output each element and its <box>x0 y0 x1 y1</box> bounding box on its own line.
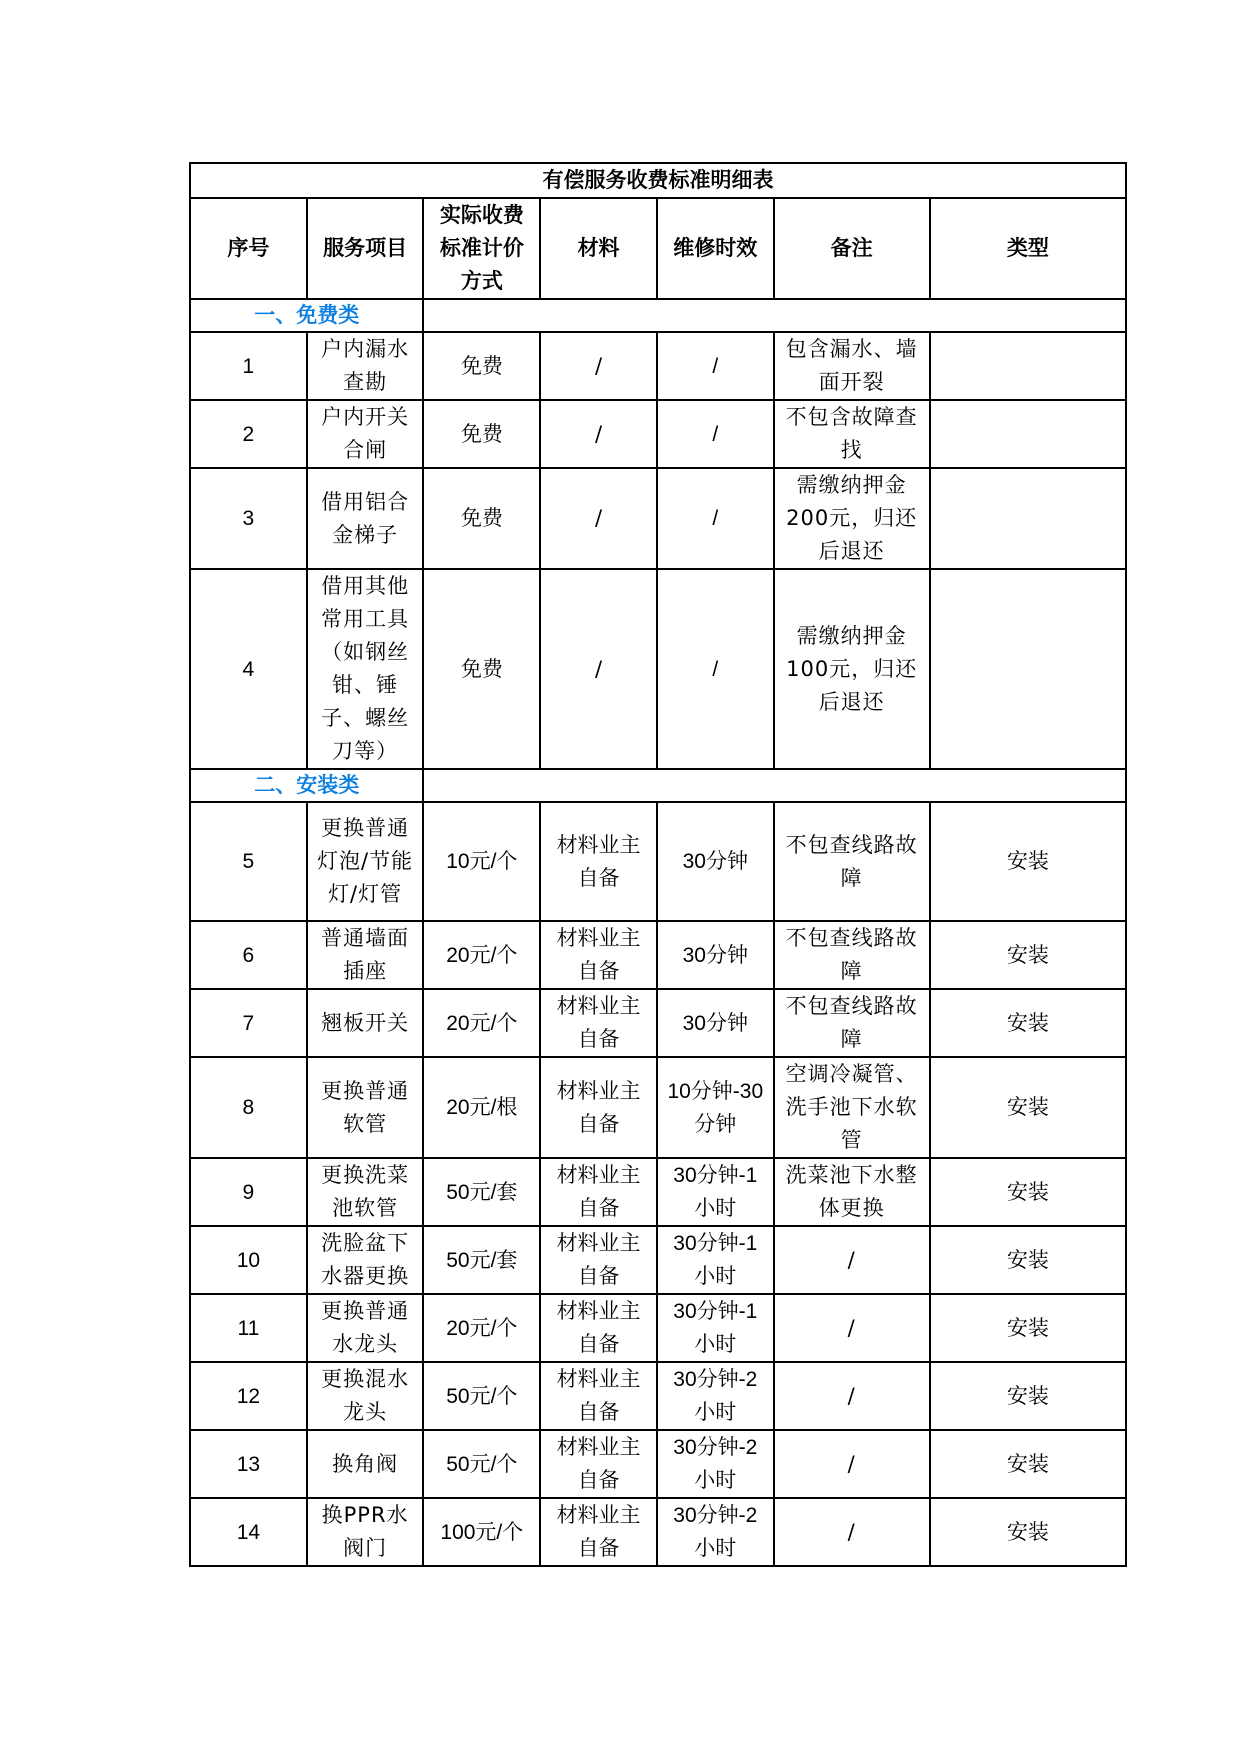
cell-no: 7 <box>190 989 307 1057</box>
table-row <box>190 921 1126 989</box>
cell-no: 14 <box>190 1498 307 1566</box>
cell-price: 20元/个 <box>423 1294 540 1362</box>
table-row <box>190 468 1126 569</box>
table-row <box>190 1226 1126 1294</box>
table-row <box>190 400 1126 468</box>
cell-material: 材料业主自备 <box>540 1362 657 1430</box>
section-row <box>190 299 1126 332</box>
cell-time: 30分钟-2小时 <box>657 1362 774 1430</box>
cell-time: 30分钟 <box>657 989 774 1057</box>
cell-material: / <box>540 569 657 769</box>
cell-type <box>930 569 1126 769</box>
cell-no: 9 <box>190 1158 307 1226</box>
cell-type: 安装 <box>930 802 1126 921</box>
cell-no: 3 <box>190 468 307 569</box>
cell-time: / <box>657 400 774 468</box>
table-row <box>190 1158 1126 1226</box>
section-label: 一、免费类 <box>190 299 423 332</box>
section-blank-cell <box>423 299 1126 332</box>
cell-price: 50元/套 <box>423 1158 540 1226</box>
cell-material: 材料业主自备 <box>540 1057 657 1158</box>
cell-item: 更换普通软管 <box>307 1057 424 1158</box>
cell-no: 6 <box>190 921 307 989</box>
cell-item: 更换普通灯泡/节能灯/灯管 <box>307 802 424 921</box>
table-title: 有偿服务收费标准明细表 <box>190 163 1126 198</box>
cell-type: 安装 <box>930 989 1126 1057</box>
cell-note: 需缴纳押金100元，归还后退还 <box>774 569 930 769</box>
cell-price: 20元/根 <box>423 1057 540 1158</box>
cell-material: 材料业主自备 <box>540 921 657 989</box>
cell-time: 30分钟-2小时 <box>657 1430 774 1498</box>
section-row <box>190 769 1126 802</box>
header-no: 序号 <box>190 198 307 299</box>
cell-material: 材料业主自备 <box>540 802 657 921</box>
cell-note: 不包查线路故障 <box>774 802 930 921</box>
cell-price: 50元/套 <box>423 1226 540 1294</box>
cell-no: 5 <box>190 802 307 921</box>
cell-item: 普通墙面插座 <box>307 921 424 989</box>
cell-material: / <box>540 332 657 400</box>
cell-item: 户内开关合闸 <box>307 400 424 468</box>
cell-note: / <box>774 1226 930 1294</box>
table-row <box>190 1498 1126 1566</box>
section-blank-cell <box>423 769 1126 802</box>
cell-time: 30分钟 <box>657 802 774 921</box>
cell-item: 户内漏水查勘 <box>307 332 424 400</box>
cell-note: 洗菜池下水整体更换 <box>774 1158 930 1226</box>
cell-type <box>930 400 1126 468</box>
cell-item: 借用其他常用工具（如钢丝钳、锤子、螺丝刀等） <box>307 569 424 769</box>
cell-no: 8 <box>190 1057 307 1158</box>
cell-material: 材料业主自备 <box>540 1430 657 1498</box>
cell-material: / <box>540 468 657 569</box>
table-row <box>190 332 1126 400</box>
cell-note: 不包查线路故障 <box>774 921 930 989</box>
cell-time: 30分钟 <box>657 921 774 989</box>
cell-note: 不包查线路故障 <box>774 989 930 1057</box>
cell-price: 50元/个 <box>423 1362 540 1430</box>
cell-no: 12 <box>190 1362 307 1430</box>
cell-item: 换PPR水阀门 <box>307 1498 424 1566</box>
header-time: 维修时效 <box>657 198 774 299</box>
cell-type: 安装 <box>930 921 1126 989</box>
cell-type: 安装 <box>930 1362 1126 1430</box>
table-row <box>190 1430 1126 1498</box>
cell-item: 翘板开关 <box>307 989 424 1057</box>
cell-material: 材料业主自备 <box>540 1158 657 1226</box>
cell-time: 10分钟-30分钟 <box>657 1057 774 1158</box>
cell-time: 30分钟-2小时 <box>657 1498 774 1566</box>
cell-no: 10 <box>190 1226 307 1294</box>
cell-material: 材料业主自备 <box>540 1294 657 1362</box>
cell-price: 50元/个 <box>423 1430 540 1498</box>
cell-note: / <box>774 1294 930 1362</box>
header-material: 材料 <box>540 198 657 299</box>
cell-note: 空调冷凝管、洗手池下水软管 <box>774 1057 930 1158</box>
cell-time: 30分钟-1小时 <box>657 1294 774 1362</box>
table-row <box>190 1362 1126 1430</box>
cell-no: 11 <box>190 1294 307 1362</box>
cell-time: 30分钟-1小时 <box>657 1158 774 1226</box>
cell-item: 更换普通水龙头 <box>307 1294 424 1362</box>
cell-material: 材料业主自备 <box>540 1226 657 1294</box>
cell-price: 免费 <box>423 332 540 400</box>
cell-note: 包含漏水、墙面开裂 <box>774 332 930 400</box>
cell-item: 洗脸盆下水器更换 <box>307 1226 424 1294</box>
table-row <box>190 989 1126 1057</box>
section-label: 二、安装类 <box>190 769 423 802</box>
header-row <box>190 198 1126 299</box>
cell-type: 安装 <box>930 1226 1126 1294</box>
cell-note: / <box>774 1498 930 1566</box>
cell-price: 免费 <box>423 468 540 569</box>
cell-note: 需缴纳押金200元，归还后退还 <box>774 468 930 569</box>
cell-item: 换角阀 <box>307 1430 424 1498</box>
cell-type <box>930 332 1126 400</box>
table-row <box>190 802 1126 921</box>
cell-type: 安装 <box>930 1057 1126 1158</box>
header-price: 实际收费标准计价方式 <box>423 198 540 299</box>
table-row <box>190 1057 1126 1158</box>
table-row <box>190 569 1126 769</box>
cell-no: 2 <box>190 400 307 468</box>
cell-time: / <box>657 332 774 400</box>
cell-time: 30分钟-1小时 <box>657 1226 774 1294</box>
cell-item: 借用铝合金梯子 <box>307 468 424 569</box>
cell-no: 13 <box>190 1430 307 1498</box>
cell-type: 安装 <box>930 1294 1126 1362</box>
cell-time: / <box>657 569 774 769</box>
cell-price: 免费 <box>423 569 540 769</box>
cell-material: 材料业主自备 <box>540 989 657 1057</box>
cell-note: / <box>774 1430 930 1498</box>
fee-table <box>189 162 1127 1567</box>
cell-item: 更换混水龙头 <box>307 1362 424 1430</box>
cell-time: / <box>657 468 774 569</box>
cell-material: 材料业主自备 <box>540 1498 657 1566</box>
cell-note: 不包含故障查找 <box>774 400 930 468</box>
cell-price: 20元/个 <box>423 989 540 1057</box>
cell-type <box>930 468 1126 569</box>
cell-price: 免费 <box>423 400 540 468</box>
cell-no: 1 <box>190 332 307 400</box>
cell-price: 10元/个 <box>423 802 540 921</box>
cell-type: 安装 <box>930 1158 1126 1226</box>
table-row <box>190 1294 1126 1362</box>
cell-type: 安装 <box>930 1430 1126 1498</box>
cell-material: / <box>540 400 657 468</box>
cell-no: 4 <box>190 569 307 769</box>
cell-price: 20元/个 <box>423 921 540 989</box>
cell-item: 更换洗菜池软管 <box>307 1158 424 1226</box>
header-note: 备注 <box>774 198 930 299</box>
cell-note: / <box>774 1362 930 1430</box>
cell-price: 100元/个 <box>423 1498 540 1566</box>
cell-type: 安装 <box>930 1498 1126 1566</box>
header-item: 服务项目 <box>307 198 424 299</box>
header-type: 类型 <box>930 198 1126 299</box>
